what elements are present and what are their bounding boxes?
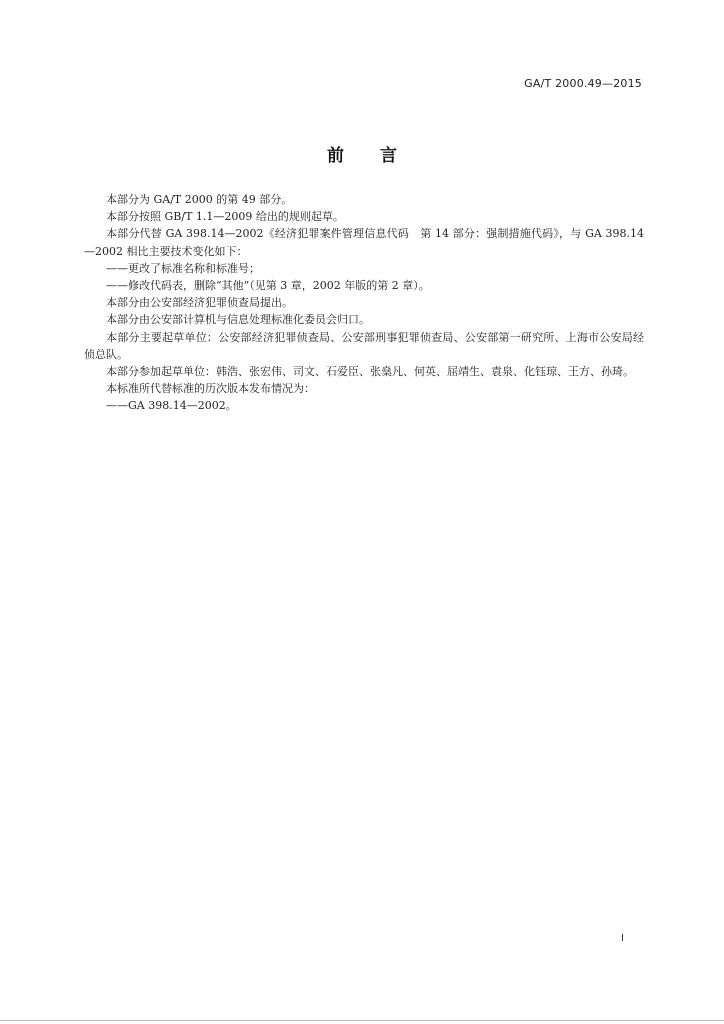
foreword-body (84, 191, 644, 415)
paragraph-replacement: 本部分代替 GA 398.14—2002《经济犯罪案件管理信息代码 第 14 部分：强制措施代码》，与 GA 398.14—2002 相比主要技术变化如下： (84, 227, 644, 258)
paragraph-history-item: ——GA 398.14—2002。 (106, 399, 237, 413)
page-title: 前言 (327, 146, 433, 166)
paragraph-proposed-by: 本部分由公安部经济犯罪侦查局提出。 (106, 296, 293, 310)
paragraph-drafting-rules: 本部分按照 GB/T 1.1—2009 给出的规则起草。 (106, 210, 344, 224)
paragraph-part-statement: 本部分为 GA/T 2000 的第 49 部分。 (106, 193, 293, 206)
paragraph-history-intro: 本标准所代替标准的历次版本发布情况为： (106, 382, 315, 396)
standard-code: GA/T 2000.49—2015 (524, 77, 642, 90)
page-number: I (621, 933, 624, 944)
paragraph-centralized-by: 本部分由公安部计算机与信息处理标准化委员会归口。 (106, 313, 370, 327)
paragraph-participants: 本部分参加起草单位：韩浩、张宏伟、司文、石爱臣、张燊凡、何英、屈靖生、袁泉、化钰琼、王方、孙琦。 (106, 365, 634, 379)
paragraph-change-1: ——更改了标准名称和标准号； (106, 261, 260, 275)
footer-divider (0, 1020, 724, 1021)
paragraph-main-drafters: 本部分主要起草单位：公安部经济犯罪侦查局、公安部刑事犯罪侦查局、公安部第一研究所、上海市公安局经侦总队。 (84, 330, 644, 361)
paragraph-change-2: ——修改代码表，删除“其他”（见第 3 章，2002 年版的第 2 章）。 (106, 279, 430, 293)
